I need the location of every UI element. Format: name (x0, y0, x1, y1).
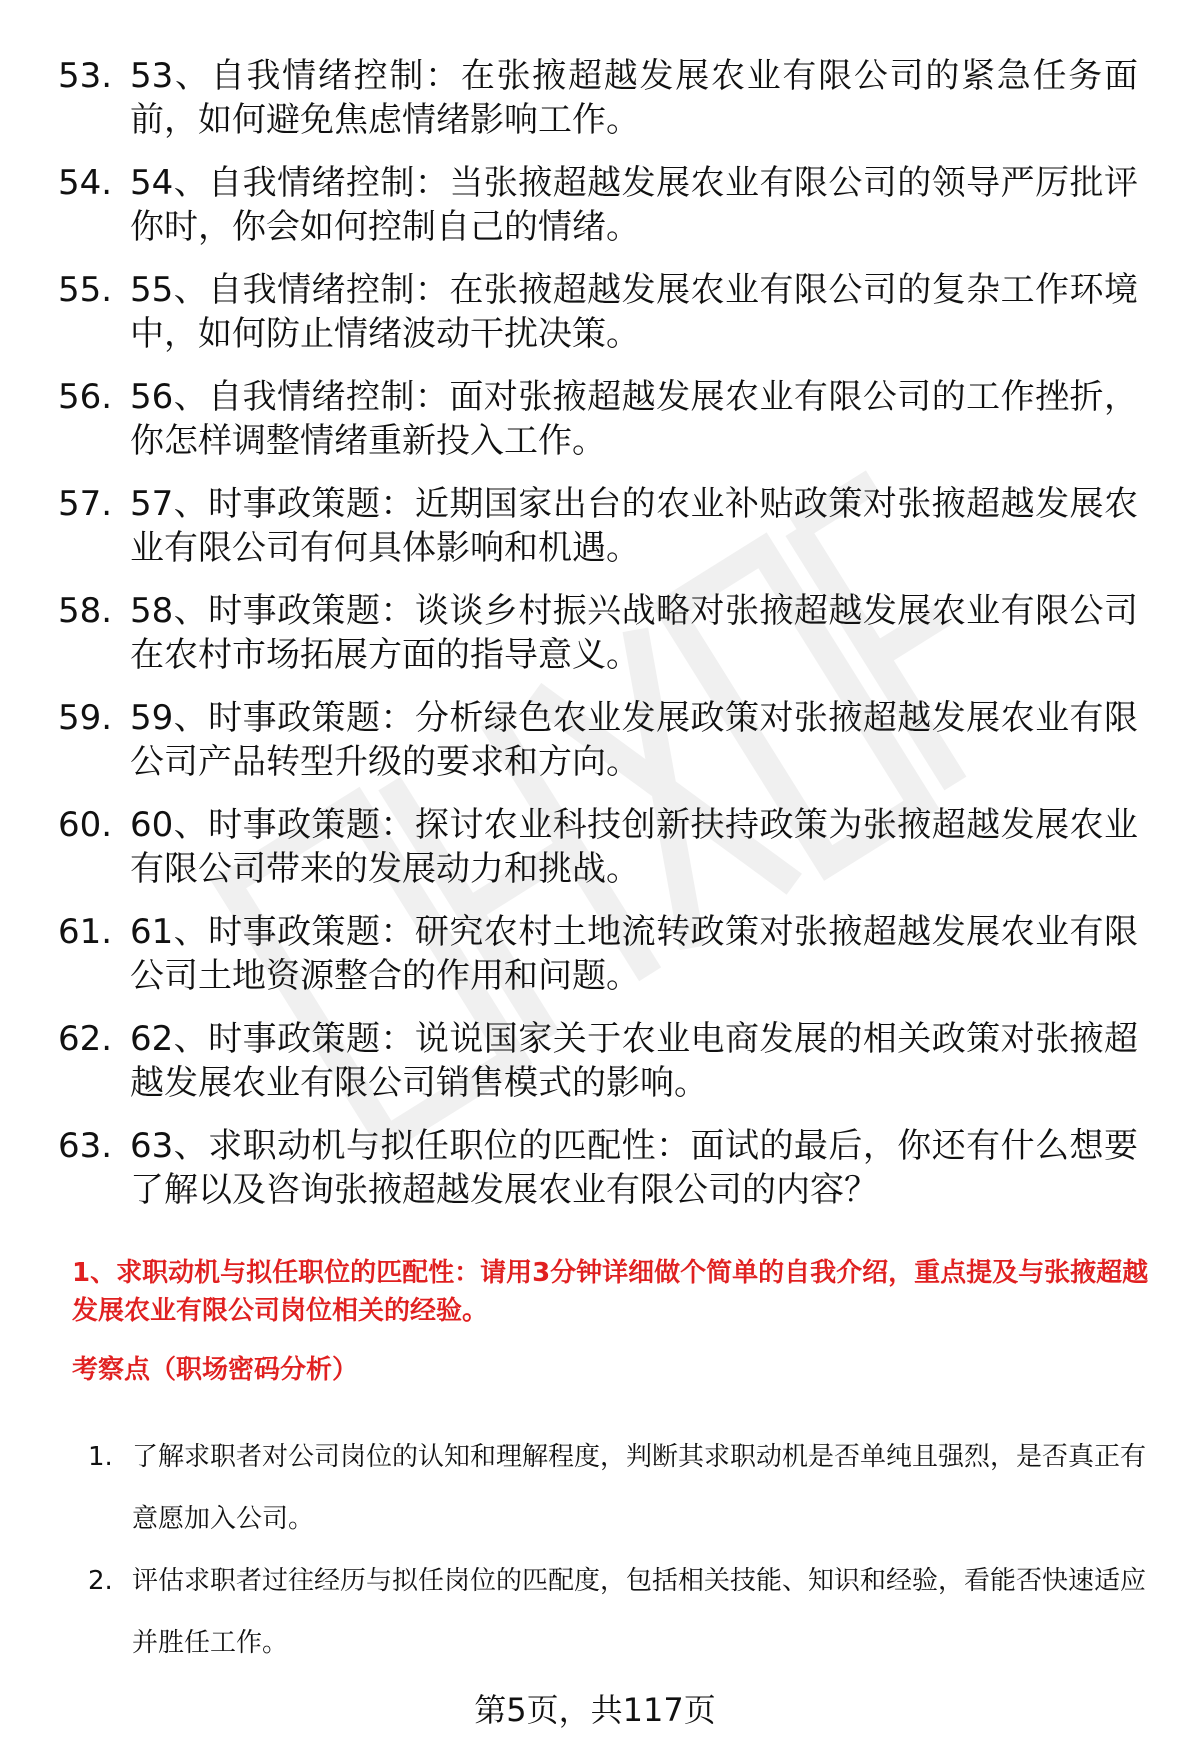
point-number: 2. (88, 1566, 113, 1596)
question-number: 55. (58, 270, 113, 310)
question-text: 56、自我情绪控制：面对张掖超越发展农业有限公司的工作挫折，你怎样调整情绪重新投入工作。 (130, 377, 1138, 461)
question-item (58, 482, 1138, 570)
point-number: 1. (88, 1442, 113, 1472)
point-text: 评估求职者过往经历与拟任岗位的匹配度，包括相关技能、知识和经验，看能否快速适应并胜任工作。 (132, 1566, 1147, 1658)
question-list (58, 54, 1138, 1231)
question-item (58, 54, 1138, 142)
question-item (58, 910, 1138, 998)
question-number: 54. (58, 163, 113, 203)
question-item (58, 803, 1138, 891)
point-text: 了解求职者对公司岗位的认知和理解程度，判断其求职动机是否单纯且强烈，是否真正有意愿加入公司。 (132, 1442, 1147, 1534)
question-text: 58、时事政策题：谈谈乡村振兴战略对张掖超越发展农业有限公司在农村市场拓展方面的指导意义。 (130, 591, 1138, 675)
question-text: 54、自我情绪控制：当张掖超越发展农业有限公司的领导严厉批评你时，你会如何控制自己的情绪。 (130, 163, 1138, 247)
question-item (58, 1017, 1138, 1105)
question-item (58, 268, 1138, 356)
analysis-point (88, 1426, 1148, 1550)
answer-heading: 1、求职动机与拟任职位的匹配性：请用3分钟详细做个简单的自我介绍，重点提及与张掖超越发展农业有限公司岗位相关的经验。 (72, 1258, 1149, 1326)
question-item (58, 161, 1138, 249)
question-number: 61. (58, 912, 113, 952)
question-text: 53、自我情绪控制：在张掖超越发展农业有限公司的紧急任务面前，如何避免焦虑情绪影响工作。 (130, 56, 1138, 140)
analysis-point (88, 1550, 1148, 1674)
question-text: 62、时事政策题：说说国家关于农业电商发展的相关政策对张掖超越发展农业有限公司销售模式的影响。 (130, 1019, 1138, 1103)
question-number: 57. (58, 484, 113, 524)
question-number: 60. (58, 805, 113, 845)
question-text: 63、求职动机与拟任职位的匹配性：面试的最后，你还有什么想要了解以及咨询张掖超越发展农业有限公司的内容？ (130, 1126, 1138, 1210)
question-item (58, 589, 1138, 677)
analysis-subheading: 考察点（职场密码分析） (72, 1355, 359, 1385)
question-number: 62. (58, 1019, 113, 1059)
question-number: 53. (58, 56, 113, 96)
question-number: 63. (58, 1126, 113, 1166)
question-text: 55、自我情绪控制：在张掖超越发展农业有限公司的复杂工作环境中，如何防止情绪波动干扰决策。 (130, 270, 1138, 354)
question-text: 60、时事政策题：探讨农业科技创新扶持政策为张掖超越发展农业有限公司带来的发展动力和挑战。 (130, 805, 1138, 889)
question-number: 59. (58, 698, 113, 738)
question-text: 57、时事政策题：近期国家出台的农业补贴政策对张掖超越发展农业有限公司有何具体影响和机遇。 (130, 484, 1138, 568)
page-footer: 第5页，共117页 (474, 1691, 716, 1729)
question-number: 58. (58, 591, 113, 631)
question-text: 59、时事政策题：分析绿色农业发展政策对张掖超越发展农业有限公司产品转型升级的要求和方向。 (130, 698, 1138, 782)
question-item (58, 375, 1138, 463)
question-item (58, 696, 1138, 784)
question-text: 61、时事政策题：研究农村土地流转政策对张掖超越发展农业有限公司土地资源整合的作用和问题。 (130, 912, 1138, 996)
analysis-point-list (88, 1426, 1148, 1674)
question-number: 56. (58, 377, 113, 417)
question-item (58, 1124, 1138, 1212)
